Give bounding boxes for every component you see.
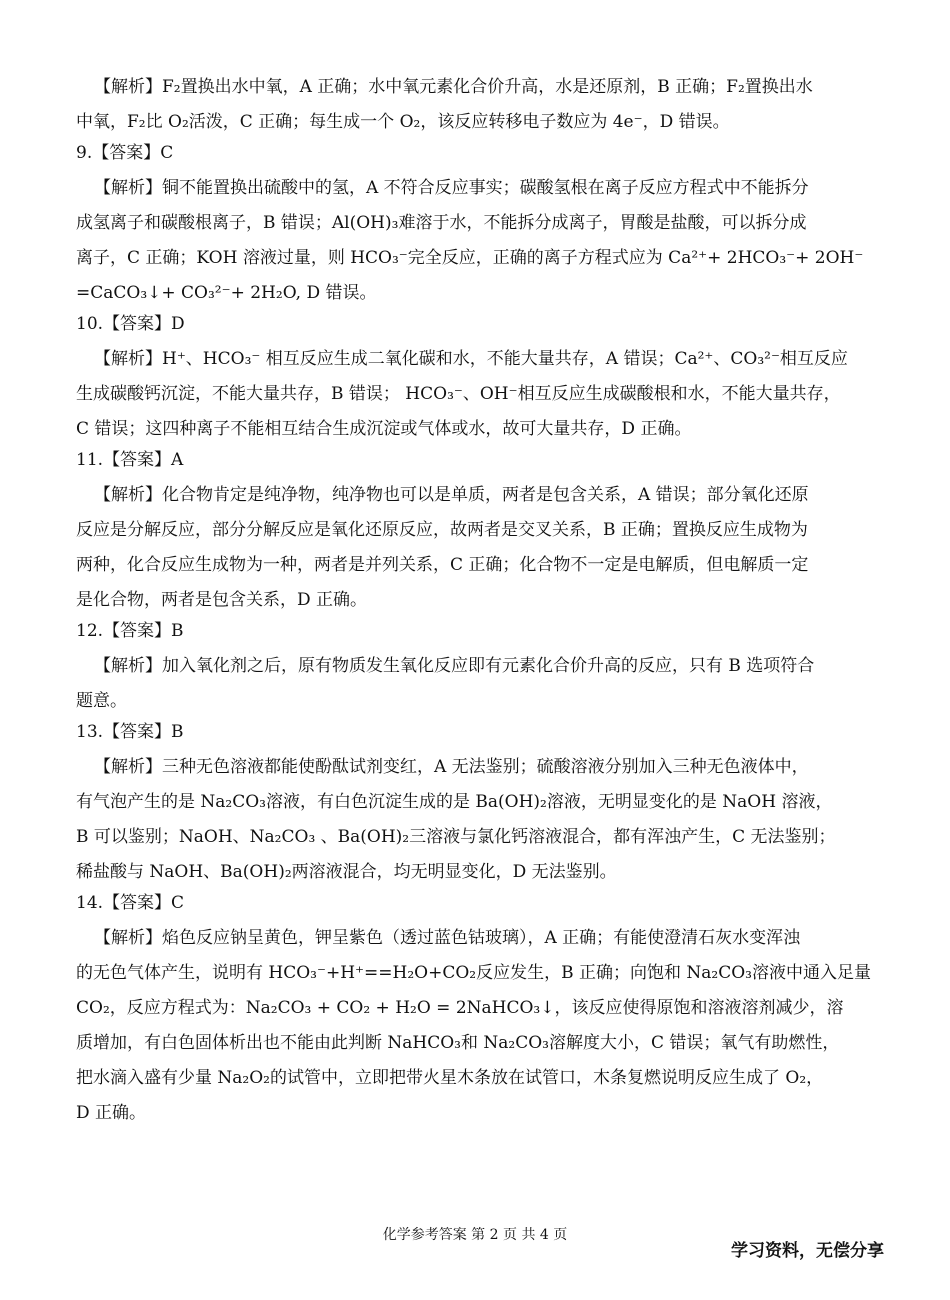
question-number: 13. [76,722,104,742]
answer-line-11 [76,449,878,472]
answer-label: 【答案】D [103,314,185,334]
answer-line-9 [76,142,878,165]
answer-line-13 [76,721,878,744]
answer-line-10 [76,313,878,336]
answer-line-14 [76,892,878,915]
analysis-line: 【解析】化合物肯定是纯净物，纯净物也可以是单质，两者是包含关系，A 错误；部分氧化还原 [94,485,809,505]
question-number: 11. [76,450,104,470]
analysis-line: 是化合物，两者是包含关系，D 正确。 [76,590,368,610]
analysis-line: CO₂，反应方程式为：Na₂CO₃ + CO₂ + H₂O = 2NaHCO₃↓，该反应使得原饱和溶液溶剂减少，溶 [76,998,844,1018]
analysis-line: 离子，C 正确；KOH 溶液过量，则 HCO₃⁻完全反应，正确的离子方程式应为 Ca²⁺+ 2HCO₃⁻+ 2OH⁻ [76,248,864,268]
analysis-line: 中氧，F₂比 O₂活泼，C 正确；每生成一个 O₂，该反应转移电子数应为 4e⁻，D 错误。 [76,112,730,132]
analysis-line: 有气泡产生的是 Na₂CO₃溶液，有白色沉淀生成的是 Ba(OH)₂溶液，无明显变化的是 NaOH 溶液， [76,792,833,812]
answer-line-12 [76,620,878,643]
analysis-line: 【解析】焰色反应钠呈黄色，钾呈紫色（透过蓝色钴玻璃），A 正确；有能使澄清石灰水变浑浊 [94,928,801,948]
analysis-line: 把水滴入盛有少量 Na₂O₂的试管中，立即把带火星木条放在试管口，木条复燃说明反应生成了 O₂， [76,1068,824,1088]
answer-label: 【答案】C [92,143,174,163]
analysis-line: 【解析】加入氧化剂之后，原有物质发生氧化反应即有元素化合价升高的反应，只有 B 选项符合 [94,656,815,676]
analysis-line: B 可以鉴别；NaOH、Na₂CO₃ 、Ba(OH)₂三溶液与氯化钙溶液混合，都有浑浊产生，C 无法鉴别； [76,827,836,847]
answer-content [76,76,878,1125]
analysis-line: 【解析】铜不能置换出硫酸中的氢，A 不符合反应事实；碳酸氢根在离子反应方程式中不能拆分 [94,178,809,198]
analysis-line: 两种，化合反应生成物为一种，两者是并列关系，C 正确；化合物不一定是电解质，但电解质一定 [76,555,809,575]
analysis-line: 【解析】H⁺、HCO₃⁻ 相互反应生成二氧化碳和水，不能大量共存，A 错误；Ca²⁺、CO₃²⁻相互反应 [94,349,848,369]
answer-label: 【答案】A [103,450,184,470]
answer-label: 【答案】B [103,722,184,742]
question-number: 12. [76,621,104,641]
analysis-line: 稀盐酸与 NaOH、Ba(OH)₂两溶液混合，均无明显变化，D 无法鉴别。 [76,862,617,882]
analysis-line: 【解析】F₂置换出水中氧，A 正确；水中氧元素化合价升高，水是还原剂，B 正确；F₂置换出水 [94,77,813,97]
analysis-line: =CaCO₃↓+ CO₃²⁻+ 2H₂O, D 错误。 [76,283,377,303]
analysis-line: 质增加，有白色固体析出也不能由此判断 NaHCO₃和 Na₂CO₃溶解度大小，C 错误；氧气有助燃性， [76,1033,840,1053]
page-footer: 化学参考答案 第 2 页 共 4 页 [382,1227,568,1243]
analysis-line: 反应是分解反应，部分分解反应是氧化还原反应，故两者是交叉关系，B 正确；置换反应生成物为 [76,520,808,540]
question-number: 14. [76,893,104,913]
analysis-line: 【解析】三种无色溶液都能使酚酞试剂变红，A 无法鉴别；硫酸溶液分别加入三种无色液体中， [94,757,809,777]
question-number: 9. [76,143,93,163]
analysis-line: 成氢离子和碳酸根离子，B 错误；Al(OH)₃难溶于水，不能拆分成离子，胃酸是盐酸，可以拆分成 [76,213,807,233]
analysis-line: C 错误；这四种离子不能相互结合生成沉淀或气体或水，故可大量共存，D 正确。 [76,419,692,439]
share-watermark: 学习资料，无偿分享 [731,1241,884,1261]
answer-label: 【答案】C [103,893,185,913]
question-number: 10. [76,314,104,334]
answer-label: 【答案】B [103,621,184,641]
analysis-line: D 正确。 [76,1103,147,1123]
analysis-line: 题意。 [76,691,127,711]
analysis-line: 生成碳酸钙沉淀，不能大量共存，B 错误； HCO₃⁻、OH⁻相互反应生成碳酸根和水，不能大量共存， [76,384,841,404]
analysis-line: 的无色气体产生，说明有 HCO₃⁻+H⁺==H₂O+CO₂反应发生，B 正确；向饱和 Na₂CO₃溶液中通入足量 [76,963,871,983]
